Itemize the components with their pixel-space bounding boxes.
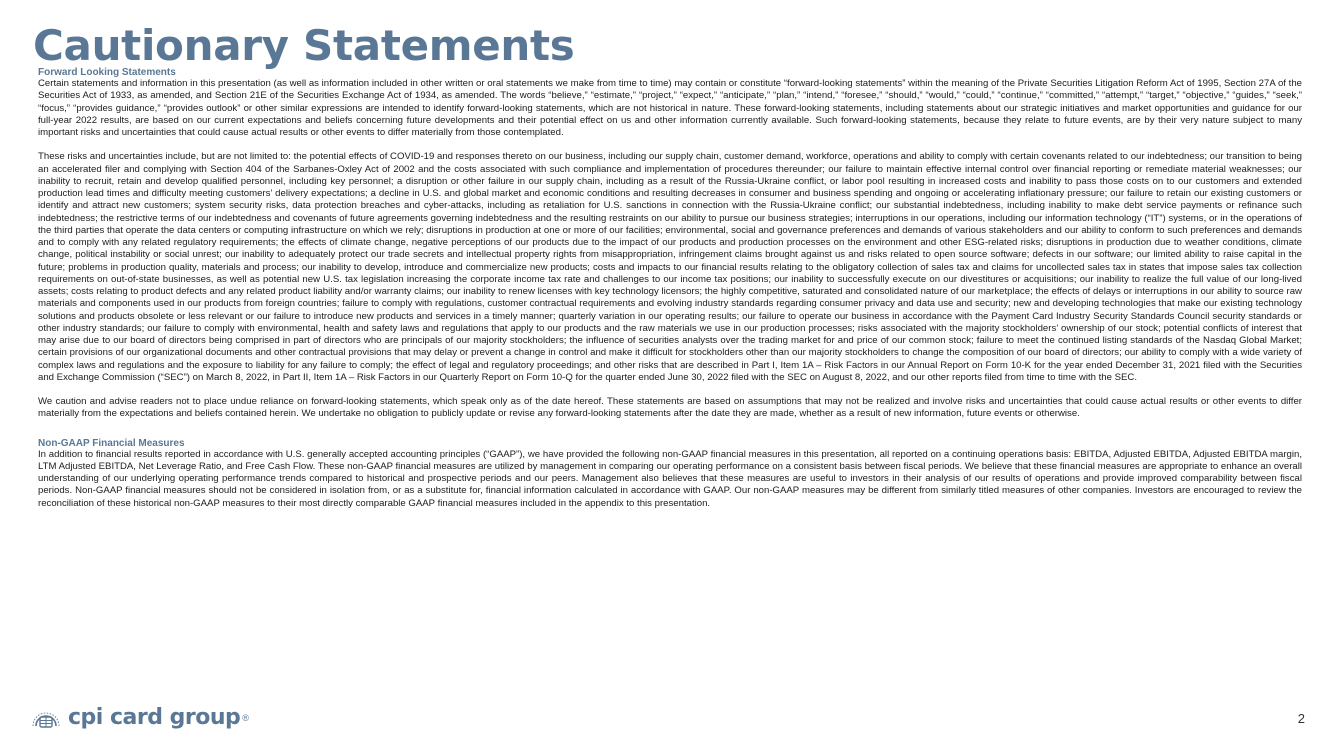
section-spacer [38,421,1302,438]
forward-looking-paragraph-3: We caution and advise readers not to place undue reliance on forward-looking statements, which speak only as of the date hereof. These statements are based on assumptions that may not be realized and involve risks and uncertainties that could cause actual results or other events to differ materially from the expectations and beliefs contained herein. We undertake no obligation to publicly update or revise any forward-looking statements after the date they are made, whether as a result of new information, future events or otherwise. [38,396,1302,420]
card-chip-icon [30,706,62,730]
non-gaap-heading: Non-GAAP Financial Measures [38,437,185,449]
forward-looking-heading: Forward Looking Statements [38,67,176,78]
forward-looking-paragraph-1: Certain statements and information in this presentation (as well as information included in other written or oral statements we make from time to time) may contain or constitute “forward-looking statements” within the meaning of the Private Securities Litigation Reform Act of 1995, Section 27A of the Securities Act of 1933, as amended, and Section 21E of the Securities Exchange Act of 1934, as amended. The words “believe,” “estimate,” “project,” “expect,” “anticipate,” “plan,” “intend,” “foresee,” “should,” “would,” “could,” “continue,” “committed,” “attempt,” “target,” “objective,” “guides,” “seek,” “focus,” “provides guidance,” “provides outlook” or other similar expressions are intended to identify forward-looking statements, which are not historical in nature. These forward-looking statements, including statements about our strategic initiatives and market opportunities and guidance for our full-year 2022 results, are based on our current expectations and beliefs concerning future developments and their potential effect on us and other information currently available. Such forward-looking statements, because they relate to future events, are by their very nature subject to many important risks and uncertainties that could cause actual results or other events to differ materially from those contemplated. [38,78,1302,138]
non-gaap-paragraph: In addition to financial results reported in accordance with U.S. generally accepted accounting principles (“GAAP”), we have provided the following non-GAAP financial measures in this presentation, all reported on a continuing operations basis: EBITDA, Adjusted EBITDA, Adjusted EBITDA margin, LTM Adjusted EBITDA, Net Leverage Ratio, and Free Cash Flow. These non-GAAP financial measures are utilized by management in comparing our operating performance on a consistent basis between fiscal periods. We believe that these financial measures are appropriate to enhance an overall understanding of our underlying operating performance trends compared to historical and prospective periods and our peers. Management also believes that these measures are useful to investors in their analysis of our results of operations and provide improved comparability between fiscal periods. Non-GAAP financial measures should not be considered in isolation from, or as a substitute for, financial information calculated in accordance with GAAP. Our non-GAAP measures may be different from similarly titled measures of other companies. Investors are encouraged to review the reconciliation of these historical non-GAAP measures to their most directly comparable GAAP financial measures included in the appendix to this presentation. [38,448,1302,509]
page-title: Cautionary Statements [33,21,575,70]
page-number: 2 [1297,711,1305,726]
forward-looking-paragraph-2: These risks and uncertainties include, but are not limited to: the potential effects of COVID-19 and responses thereto on our business, including our supply chain, customer demand, workforce, operations and ability to comply with certain covenants related to our indebtedness; our transition to being an accelerated filer and complying with Section 404 of the Sarbanes-Oxley Act of 2002 and the costs associated with such compliance and implementation of procedures thereunder; our failure to maintain effective internal control over financial reporting or remediate material weaknesses; our inability to recruit, retain and develop qualified personnel, including key personnel; a disruption or other failure in our supply chain, including as a result of the Russia-Ukraine conflict, or labor pool resulting in increased costs and inability to pass those costs on to our customers and extended production lead times and difficulty meeting customers’ delivery expectations; a decline in U.S. and global market and economic conditions and resulting decreases in consumer and business spending and ongoing or accelerating inflationary pressure; our failure to retain our existing customers or identify and attract new customers; system security risks, data protection breaches and cyber-attacks, including as retaliation for U.S. sanctions in connection with the Russia-Ukraine conflict; our substantial indebtedness, including inability to make debt service payments or refinance such indebtedness; the restrictive terms of our indebtedness and covenants of future agreements governing indebtedness and the resulting restraints on our ability to pursue our business strategies; interruptions in our operations, including our information technology (“IT”) systems, or in the operations of the third parties that operate the data centers or computing infrastructure on which we rely; disruptions in production at one or more of our facilities; environmental, social and governance preferences and demands of various stakeholders and our ability to conform to such preferences and demands and to comply with any related regulatory requirements; the effects of climate change, negative perceptions of our products due to the impact of our products and production processes on the environment and other ESG-related risks; disruptions in production due to weather conditions, climate change, political instability or social unrest; our inability to adequately protect our trade secrets and intellectual property rights from misappropriation, infringement claims brought against us and risks related to open source software; defects in our software; our limited ability to raise capital in the future; problems in production quality, materials and process; our inability to develop, introduce and commercialize new products; costs and impacts to our financial results relating to the obligatory collection of sales tax and claims for uncollected sales tax in states that impose sales tax collection requirements on out-of-state businesses, as well as potential new U.S. tax legislation increasing the corporate income tax rate and challenges to our income tax positions; our inability to successfully execute on our divestitures or acquisitions; our inability to realize the full value of our long-lived assets; costs relating to product defects and any related product liability and/or warranty claims; our inability to renew licenses with key technology licensors; the highly competitive, saturated and consolidated nature of our marketplace; the effects of delays or interruptions in our ability to source raw materials and components used in our products from foreign countries; failure to comply with regulations, customer contractual requirements and evolving industry standards regarding consumer privacy and data use and security; new and developing technologies that make our existing technology solutions and products obsolete or less relevant or our failure to introduce new products and services in a timely manner; quarterly variation in our operating results; our failure to operate our business in accordance with the Payment Card Industry Security Standards Council security standards or other industry standards; our failure to comply with environmental, health and safety laws and regulations that apply to our products and the raw materials we use in our production processes; risks associated with the majority stockholders’ ownership of our stock; potential conflicts of interest that may arise due to our board of directors being comprised in part of directors who are principals of our majority stockholders; the influence of securities analysts over the trading market for and price of our common stock; failure to meet the continued listing standards of the Nasdaq Global Market; certain provisions of our organizational documents and other contractual provisions that may delay or prevent a change in control and make it difficult for stockholders other than our majority stockholders to change the composition of our board of directors; our ability to comply with a wide variety of complex laws and regulations and the exposure to liability for any failure to comply; the effect of legal and regulatory proceedings; and other risks that are described in Part I, Item 1A – Risk Factors in our Annual Report on Form 10-K for the year ended December 31, 2021 filed with the Securities and Exchange Commission (“SEC”) on March 8, 2022, in Part II, Item 1A – Risk Factors in our Quarterly Report on Form 10-Q for the quarter ended June 30, 2022 filed with the SEC on August 8, 2022, and our other reports filed from time to time with the SEC. [38,151,1302,383]
company-logo [30,705,257,731]
logo-wordmark: cpi card group [68,705,241,730]
content-area [38,67,1302,510]
paragraph-spacer [38,139,1302,151]
paragraph-spacer [38,384,1302,396]
registered-mark: ® [242,713,249,723]
